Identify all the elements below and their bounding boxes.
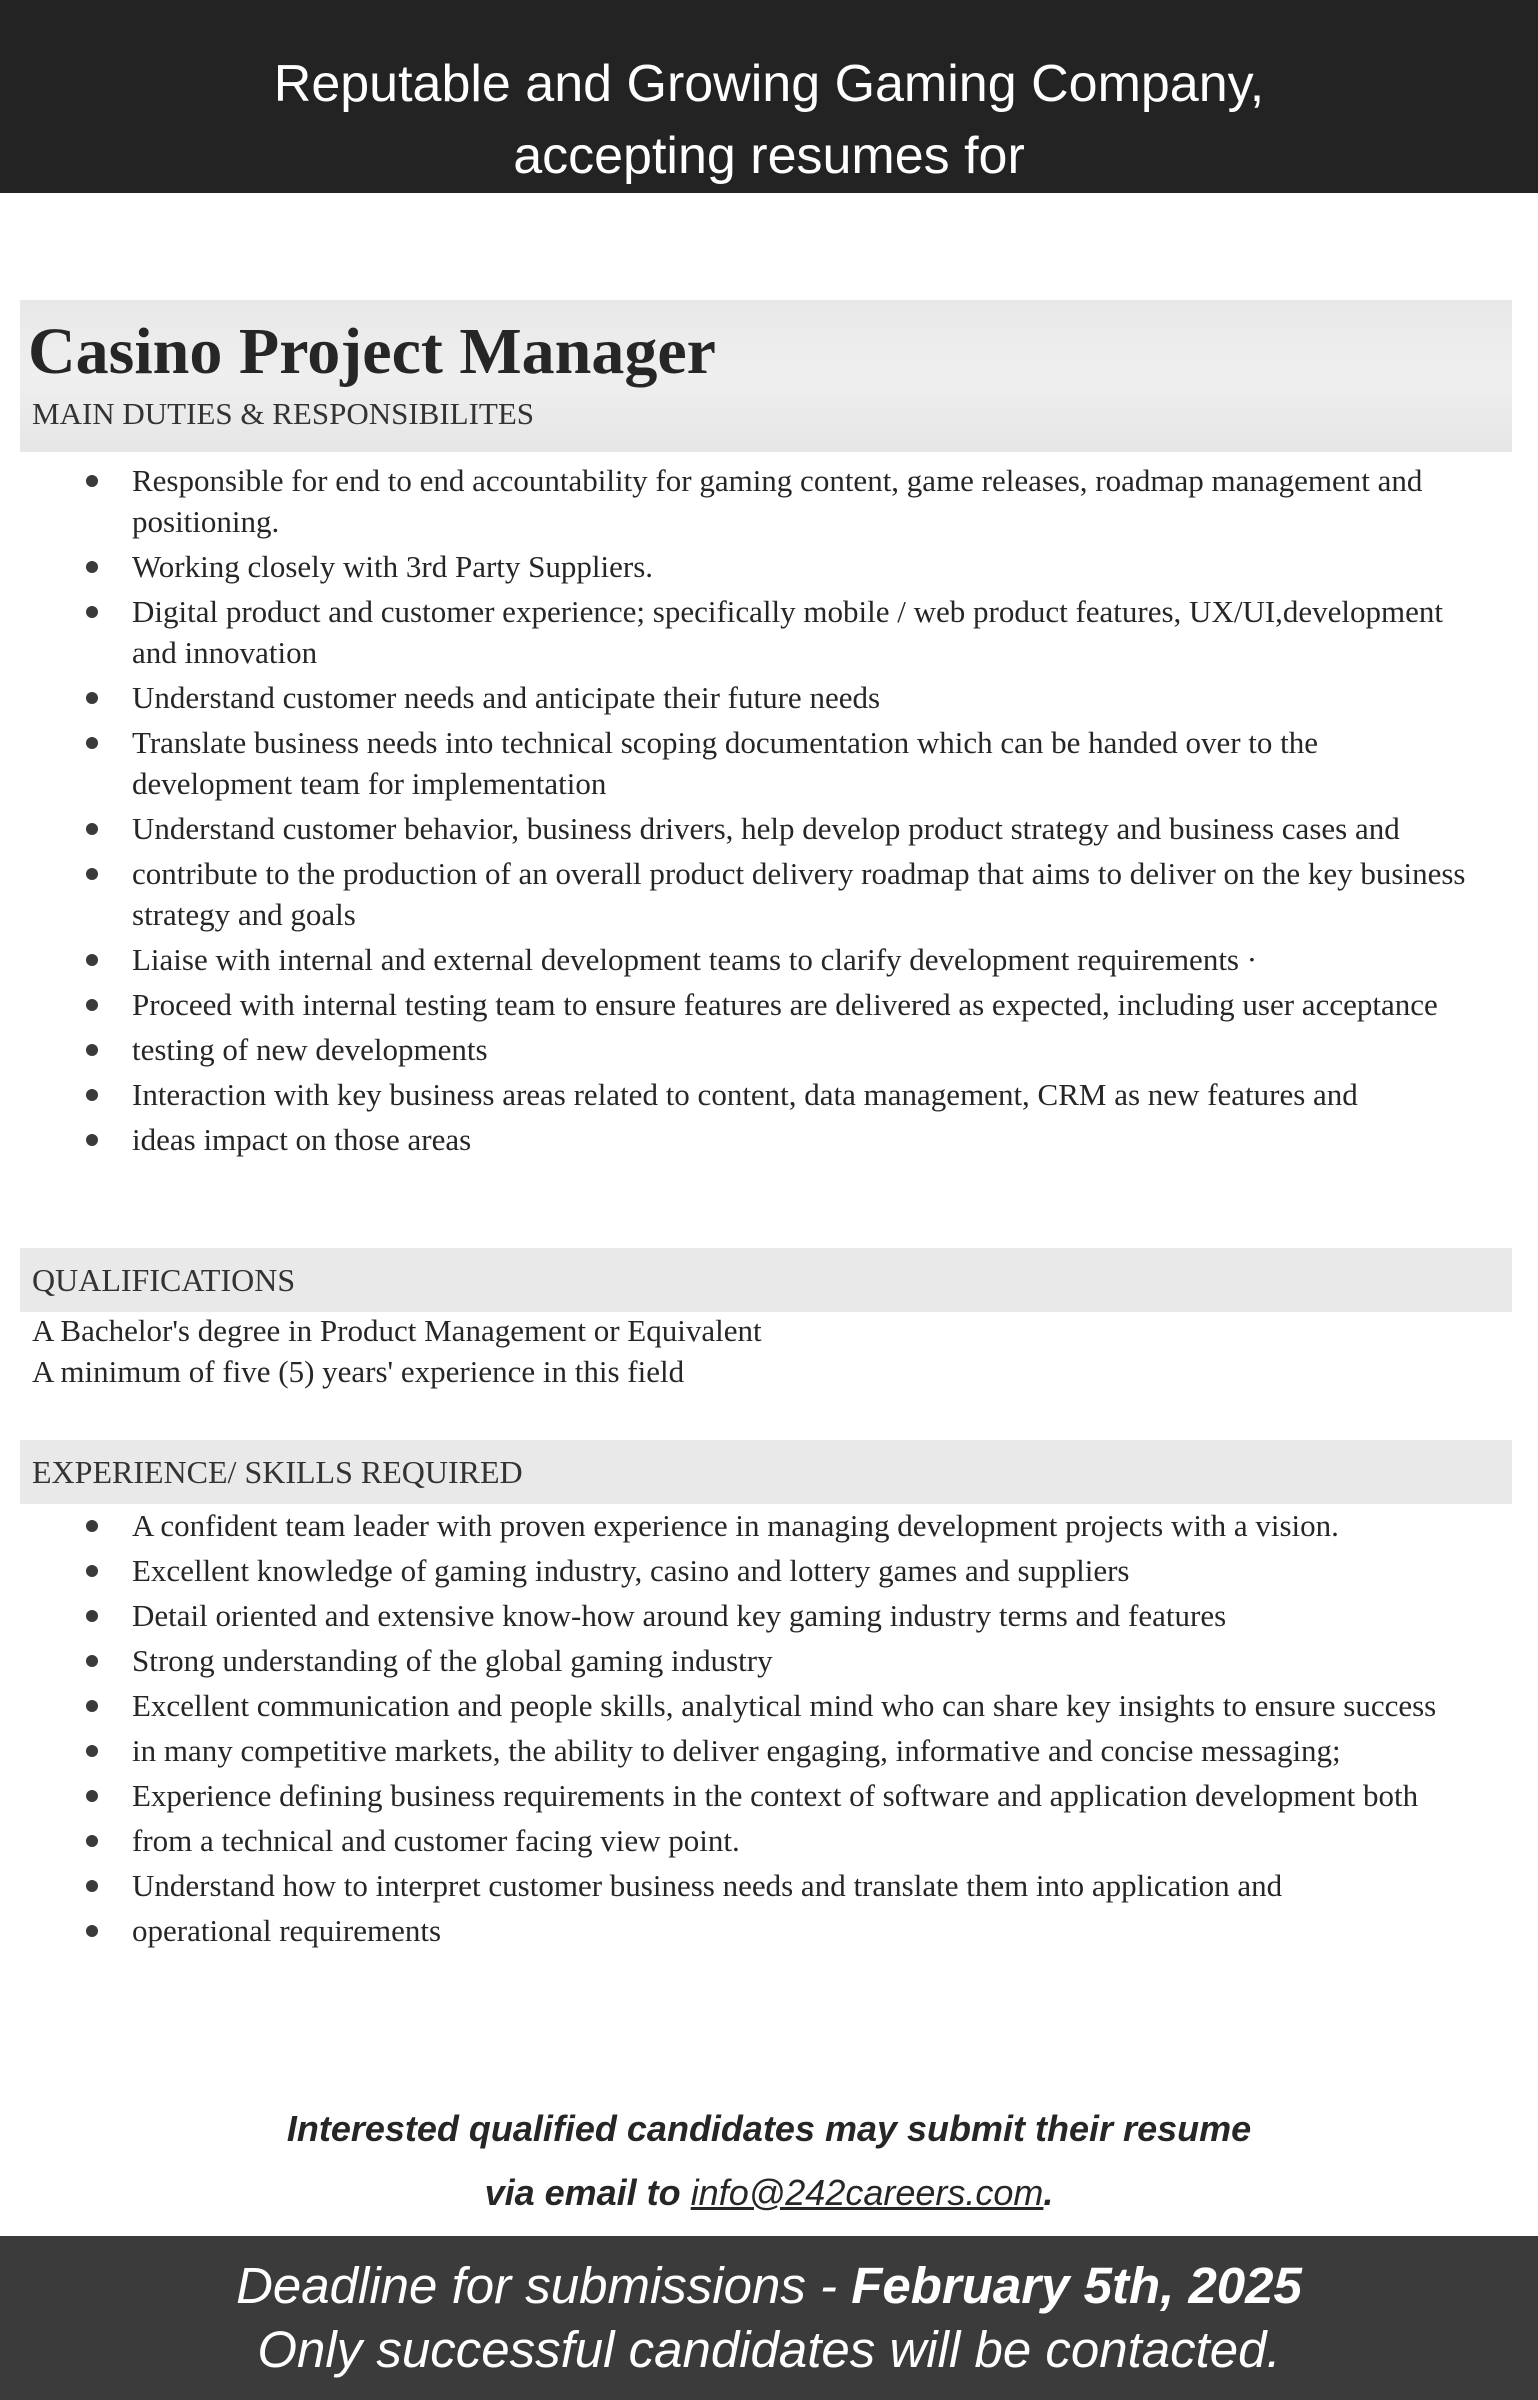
list-item-text: Liaise with internal and external development teams to clarify development requirements · <box>132 942 1258 977</box>
list-item <box>20 677 1470 718</box>
bullet-icon <box>86 823 98 835</box>
contact-line-1: Interested qualified candidates may submit their resume <box>286 2108 1252 2149</box>
list-item <box>20 1910 1510 1951</box>
bullet-icon <box>86 1089 98 1101</box>
bullet-icon <box>86 999 98 1011</box>
deadline-prefix: Deadline for submissions - <box>236 2257 852 2314</box>
contact-note: Only successful candidates will be contacted. <box>257 2321 1281 2378</box>
contact-suffix: . <box>1043 2172 1054 2213</box>
bullet-icon <box>86 561 98 573</box>
banner-line-2: accepting resumes for <box>513 127 1025 185</box>
duties-heading: MAIN DUTIES & RESPONSIBILITES <box>32 396 535 431</box>
list-item-text: Digital product and customer experience; specifically mobile / web product features, UX/UI,development and innovation <box>132 594 1444 670</box>
list-item <box>20 1820 1510 1861</box>
bullet-icon <box>86 1880 98 1892</box>
list-item-text: Excellent communication and people skills, analytical mind who can share key insights to ensure success <box>132 1688 1437 1723</box>
list-item <box>20 1685 1510 1726</box>
list-item <box>20 1074 1470 1115</box>
qualifications-list <box>32 1310 762 1392</box>
list-item <box>20 1550 1510 1591</box>
bullet-icon <box>86 1700 98 1712</box>
email-link[interactable]: info@242careers.com <box>690 2172 1044 2213</box>
list-item <box>20 1865 1510 1906</box>
duties-list <box>20 460 1470 1164</box>
list-item <box>20 939 1470 980</box>
list-item-text: from a technical and customer facing view point. <box>132 1823 740 1858</box>
list-item <box>20 1029 1470 1070</box>
list-item-text: Working closely with 3rd Party Suppliers. <box>132 549 654 584</box>
list-item-text: Experience defining business requirements in the context of software and application development both <box>132 1778 1419 1813</box>
bullet-icon <box>86 868 98 880</box>
bullet-icon <box>86 606 98 618</box>
list-item-text: Understand how to interpret customer business needs and translate them into application and <box>132 1868 1283 1903</box>
bullet-icon <box>86 475 98 487</box>
list-item <box>20 808 1470 849</box>
bullet-icon <box>86 1520 98 1532</box>
bullet-icon <box>86 1790 98 1802</box>
bullet-icon <box>86 692 98 704</box>
list-item <box>20 1640 1510 1681</box>
bullet-icon <box>86 1610 98 1622</box>
list-item <box>20 1505 1510 1546</box>
list-item <box>20 1775 1510 1816</box>
list-item-text: in many competitive markets, the ability to deliver engaging, informative and concise messaging; <box>132 1733 1341 1768</box>
list-item-text: A confident team leader with proven experience in managing development projects with a vision. <box>132 1508 1339 1543</box>
list-item <box>20 1595 1510 1636</box>
qualification-line: A minimum of five (5) years' experience in this field <box>32 1354 685 1389</box>
bullet-icon <box>86 1745 98 1757</box>
contact-section <box>0 2097 1538 2225</box>
list-item-text: Translate business needs into technical scoping documentation which can be handed over to the development team for implementation <box>132 725 1319 801</box>
list-item-text: Responsible for end to end accountability for gaming content, game releases, roadmap management and positioning. <box>132 463 1423 539</box>
list-item <box>20 1119 1470 1160</box>
bullet-icon <box>86 1925 98 1937</box>
bullet-icon <box>86 1565 98 1577</box>
list-item <box>20 853 1470 935</box>
skills-heading: EXPERIENCE/ SKILLS REQUIRED <box>20 1440 1512 1504</box>
list-item-text: Interaction with key business areas related to content, data management, CRM as new features and <box>132 1077 1358 1112</box>
top-banner <box>0 0 1538 193</box>
list-item <box>20 591 1470 673</box>
deadline-date: February 5th, 2025 <box>851 2257 1302 2314</box>
bullet-icon <box>86 1134 98 1146</box>
bullet-icon <box>86 954 98 966</box>
list-item <box>20 722 1470 804</box>
list-item <box>20 546 1470 587</box>
list-item-text: ideas impact on those areas <box>132 1122 472 1157</box>
deadline-banner <box>0 2236 1538 2400</box>
list-item-text: Understand customer needs and anticipate their future needs <box>132 680 881 715</box>
list-item-text: Strong understanding of the global gaming industry <box>132 1643 773 1678</box>
bullet-icon <box>86 1044 98 1056</box>
list-item-text: operational requirements <box>132 1913 442 1948</box>
list-item-text: testing of new developments <box>132 1032 488 1067</box>
contact-line-2 <box>0 2161 1538 2225</box>
list-item <box>20 984 1470 1025</box>
list-item-text: Excellent knowledge of gaming industry, casino and lottery games and suppliers <box>132 1553 1130 1588</box>
deadline-line <box>0 2254 1538 2318</box>
list-item-text: Detail oriented and extensive know-how around key gaming industry terms and features <box>132 1598 1227 1633</box>
bullet-icon <box>86 1655 98 1667</box>
list-item <box>20 460 1470 542</box>
list-item-text: Proceed with internal testing team to ensure features are delivered as expected, including user acceptance <box>132 987 1438 1022</box>
qualifications-heading: QUALIFICATIONS <box>20 1248 1512 1312</box>
qualification-line: A Bachelor's degree in Product Management or Equivalent <box>32 1313 762 1348</box>
bullet-icon <box>86 1835 98 1847</box>
contact-prefix: via email to <box>484 2172 681 2213</box>
list-item-text: contribute to the production of an overall product delivery roadmap that aims to deliver on the key business strategy and goals <box>132 856 1466 932</box>
skills-list <box>20 1505 1510 1955</box>
bullet-icon <box>86 737 98 749</box>
job-title: Casino Project Manager <box>28 315 716 388</box>
list-item <box>20 1730 1510 1771</box>
banner-line-1: Reputable and Growing Gaming Company, <box>273 55 1265 113</box>
list-item-text: Understand customer behavior, business drivers, help develop product strategy and business cases and <box>132 811 1400 846</box>
